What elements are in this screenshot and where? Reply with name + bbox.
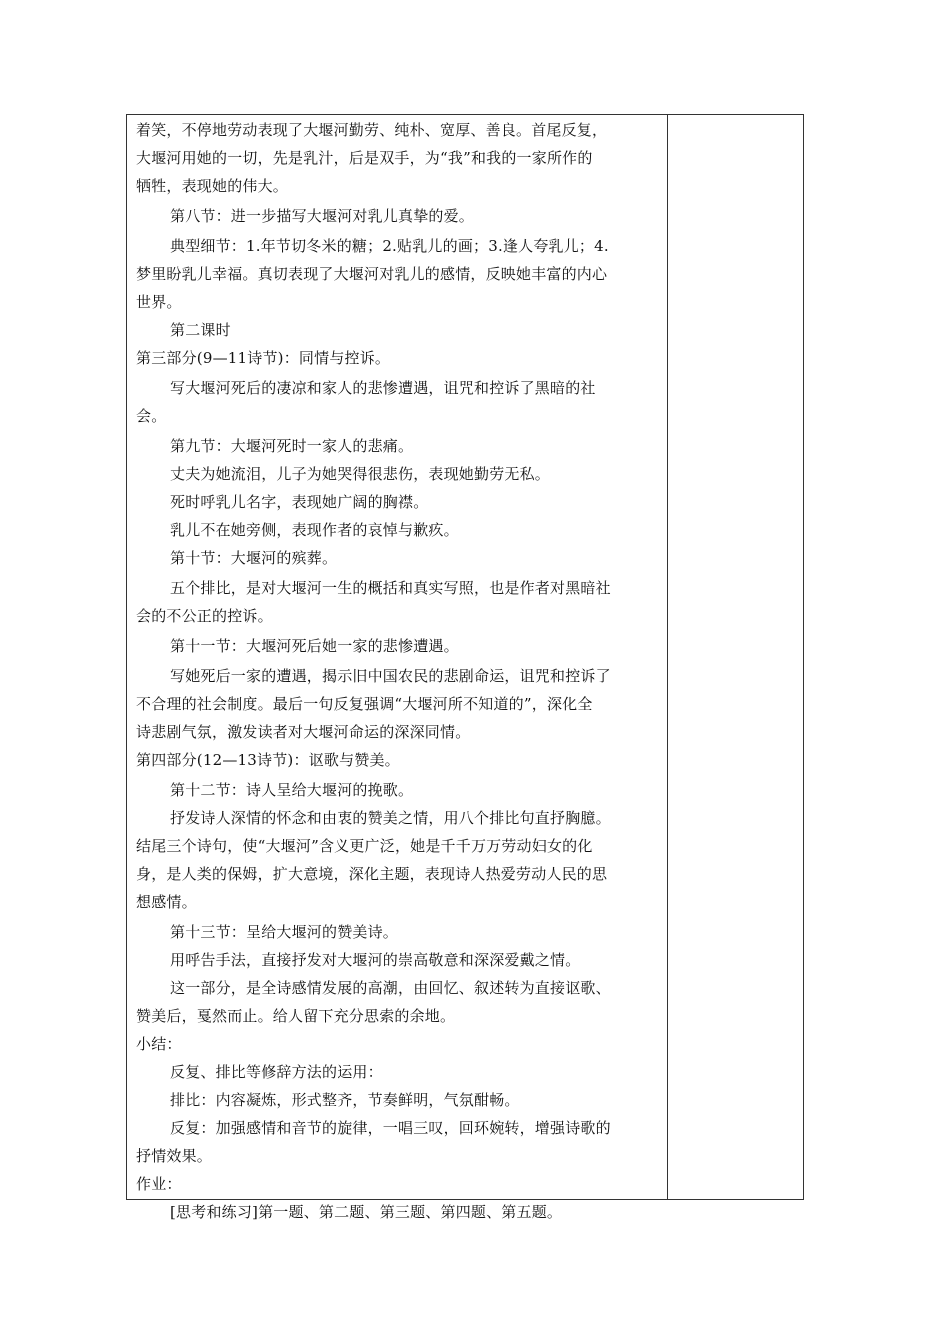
section-heading: 第十二节：诗人呈给大堰河的挽歌。: [170, 781, 414, 799]
text-line: 着笑，不停地劳动表现了大堰河勤劳、纯朴、宽厚、善良。首尾反复，: [136, 121, 608, 139]
text-line: 反复、排比等修辞方法的运用：: [170, 1063, 383, 1081]
text-line: 诗悲剧气氛，激发读者对大堰河命运的深深同情。: [136, 723, 471, 741]
text-line: 世界。: [136, 293, 182, 311]
text-line: 会的不公正的控诉。: [136, 607, 273, 625]
homework-item: [思考和练习]第一题、第二题、第三题、第四题、第五题。: [170, 1203, 563, 1221]
text-line: 反复：加强感情和音节的旋律，一唱三叹，回环婉转，增强诗歌的: [170, 1119, 611, 1137]
text-line: 丈夫为她流泪，儿子为她哭得很悲伤，表现她勤劳无私。: [170, 465, 551, 483]
text-line: 不合理的社会制度。最后一句反复强调“大堰河所不知道的”，深化全: [136, 695, 593, 713]
text-line: 排比：内容凝炼，形式整齐，节奏鲜明，气氛酣畅。: [170, 1091, 520, 1109]
text-line: 想感情。: [136, 893, 197, 911]
lesson-period-heading: 第二课时: [170, 321, 231, 339]
section-heading: 第十一节：大堰河死后她一家的悲惨遭遇。: [170, 637, 459, 655]
text-line: 抒发诗人深情的怀念和由衷的赞美之情，用八个排比句直抒胸臆。: [170, 809, 611, 827]
section-heading: 第十三节：呈给大堰河的赞美诗。: [170, 923, 399, 941]
section-heading: 第十节：大堰河的殡葬。: [170, 549, 338, 567]
section-heading: 第九节：大堰河死时一家人的悲痛。: [170, 437, 414, 455]
text-line: 乳儿不在她旁侧，表现作者的哀悼与歉疚。: [170, 521, 459, 539]
text-line: 典型细节：1.年节切冬米的糖；2.贴乳儿的画；3.逢人夸乳儿；4.: [170, 237, 609, 255]
lesson-table: [126, 114, 804, 1221]
summary-heading: 小结：: [136, 1035, 182, 1053]
part-heading: 第三部分(9—11诗节)：同情与控诉。: [136, 349, 391, 367]
text-line: 写她死后一家的遭遇，揭示旧中国农民的悲剧命运，诅咒和控诉了: [170, 667, 611, 685]
notes-cell: [668, 115, 803, 1199]
text-line: 这一部分，是全诗感情发展的高潮，由回忆、叙述转为直接讴歌、: [170, 979, 611, 997]
text-line: 身，是人类的保姆，扩大意境，深化主题，表现诗人热爱劳动人民的思: [136, 865, 608, 883]
text-line: 用呼告手法，直接抒发对大堰河的崇高敬意和深深爱戴之情。: [170, 951, 581, 969]
text-line: 会。: [136, 407, 167, 425]
text-line: 死时呼乳儿名字，表现她广阔的胸襟。: [170, 493, 429, 511]
text-line: 抒情效果。: [136, 1147, 213, 1165]
homework-heading: 作业：: [136, 1175, 182, 1193]
text-line: 大堰河用她的一切，先是乳汁，后是双手，为“我”和我的一家所作的: [136, 149, 593, 167]
text-line: 写大堰河死后的凄凉和家人的悲惨遭遇，诅咒和控诉了黑暗的社: [170, 379, 596, 397]
text-line: 牺牲，表现她的伟大。: [136, 177, 289, 195]
text-line: 赞美后，戛然而止。给人留下充分思索的余地。: [136, 1007, 456, 1025]
text-line: 五个排比，是对大堰河一生的概括和真实写照，也是作者对黑暗社: [170, 579, 611, 597]
text-line: 结尾三个诗句，使“大堰河”含义更广泛，她是千千万万劳动妇女的化: [136, 837, 593, 855]
section-heading: 第八节：进一步描写大堰河对乳儿真挚的爱。: [170, 207, 475, 225]
lesson-content-cell: [136, 116, 658, 1226]
text-line: 梦里盼乳儿幸福。真切表现了大堰河对乳儿的感情，反映她丰富的内心: [136, 265, 608, 283]
part-heading: 第四部分(12—13诗节)：讴歌与赞美。: [136, 751, 400, 769]
